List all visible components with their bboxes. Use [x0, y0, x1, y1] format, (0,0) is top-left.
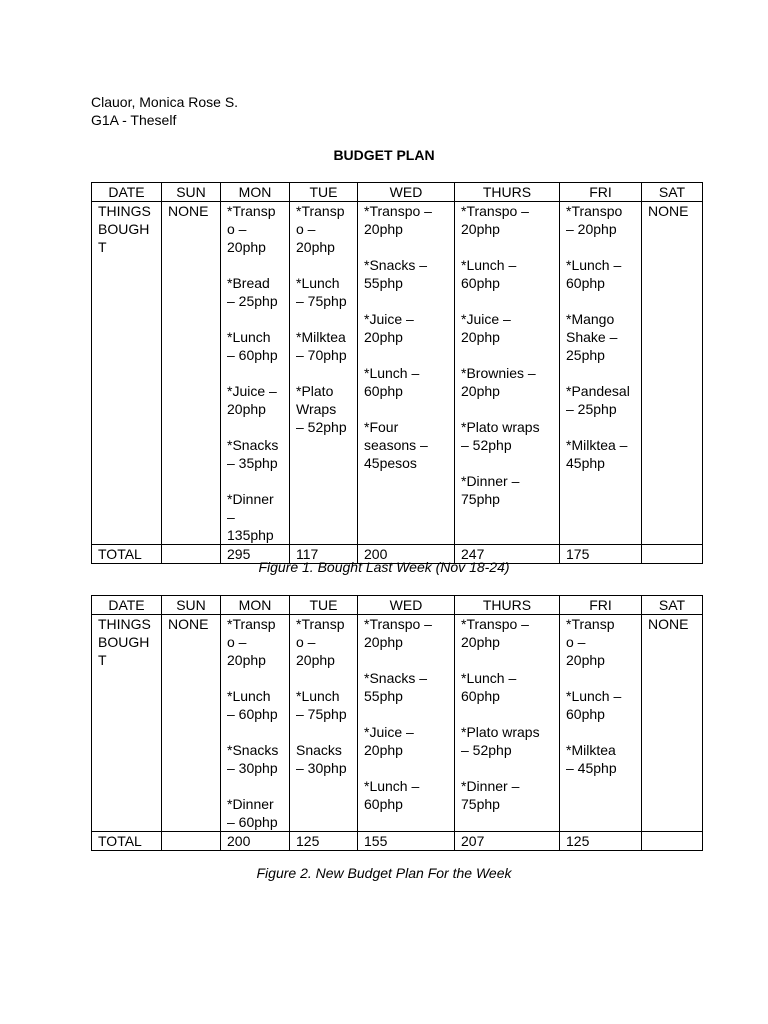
purchase-item: *Transpo – 20php: [364, 203, 432, 237]
purchase-item: *Dinner – 60php: [227, 796, 278, 830]
purchase-item: *Juice – 20php: [227, 383, 277, 417]
purchase-item: *Plato Wraps – 52php: [296, 383, 347, 435]
purchase-item: *Lunch – 60php: [227, 688, 278, 722]
purchase-item: *Transpo – 20php: [364, 616, 432, 650]
purchase-item: *Milktea – 45php: [566, 437, 628, 471]
purchase-item: *Transpo – 20php: [461, 203, 529, 237]
figure-1-caption: Figure 1. Bought Last Week (Nov 18-24): [258, 559, 510, 575]
purchase-item: *Lunch – 60php: [364, 778, 420, 812]
header-cell: TUE: [290, 596, 358, 615]
total-cell: [162, 832, 221, 851]
purchase-item: *Juice – 20php: [461, 311, 511, 345]
purchase-item: *Milktea – 70php: [296, 329, 347, 363]
purchase-item: *Lunch – 60php: [461, 670, 517, 704]
purchase-item: NONE: [168, 616, 209, 632]
total-cell: 200: [358, 545, 455, 564]
day-items-cell: [560, 615, 642, 832]
total-cell: 207: [455, 832, 560, 851]
header-cell: FRI: [560, 596, 642, 615]
author-section: G1A - Theself: [91, 112, 177, 128]
header-row: [92, 183, 703, 202]
day-items-cell: [642, 202, 703, 545]
purchase-item: *Transpo – 20php: [461, 616, 529, 650]
purchase-item: *Dinner – 75php: [461, 778, 520, 812]
purchase-item: *Four seasons – 45pesos: [364, 419, 428, 471]
purchase-item: *Dinner – 135php: [227, 491, 274, 543]
purchase-item: *Snacks – 55php: [364, 257, 428, 291]
total-cell: 175: [560, 545, 642, 564]
day-items-cell: [560, 202, 642, 545]
purchase-item: NONE: [168, 203, 209, 219]
day-items-cell: [221, 202, 290, 545]
items-row: [92, 615, 703, 832]
total-cell: 125: [560, 832, 642, 851]
purchase-item: *Transp o – 20php: [227, 203, 276, 255]
purchase-item: *Pandesal – 25php: [566, 383, 630, 417]
header-cell: THURS: [455, 183, 560, 202]
purchase-item: *Brownies – 20php: [461, 365, 536, 399]
purchase-item: *Plato wraps – 52php: [461, 724, 540, 758]
total-cell: 125: [290, 832, 358, 851]
header-cell: WED: [358, 596, 455, 615]
header-cell: SUN: [162, 183, 221, 202]
header-cell: DATE: [92, 596, 162, 615]
header-cell: DATE: [92, 183, 162, 202]
day-items-cell: [290, 615, 358, 832]
header-cell: FRI: [560, 183, 642, 202]
header-row: [92, 596, 703, 615]
header-cell: SAT: [642, 596, 703, 615]
purchase-item: *Transp o – 20php: [227, 616, 276, 668]
budget-table-last-week: [91, 182, 703, 564]
header-cell: MON: [221, 596, 290, 615]
total-row: [92, 832, 703, 851]
purchase-item: *Transp o – 20php: [296, 616, 345, 668]
purchase-item: Snacks – 30php: [296, 742, 347, 776]
day-items-cell: [455, 615, 560, 832]
total-cell: 200: [221, 832, 290, 851]
author-name: Clauor, Monica Rose S.: [91, 94, 239, 110]
header-cell: WED: [358, 183, 455, 202]
purchase-item: *Lunch – 60php: [461, 257, 517, 291]
header-cell: MON: [221, 183, 290, 202]
row-label: THINGS BOUGH T: [92, 615, 162, 832]
purchase-item: *Lunch – 60php: [566, 688, 622, 722]
items-row: [92, 202, 703, 545]
purchase-item: *Lunch – 75php: [296, 275, 347, 309]
total-cell: [642, 832, 703, 851]
figure-2-caption: Figure 2. New Budget Plan For the Week: [256, 865, 512, 881]
header-cell: SAT: [642, 183, 703, 202]
day-items-cell: [290, 202, 358, 545]
row-label: THINGS BOUGH T: [92, 202, 162, 545]
purchase-item: *Juice – 20php: [364, 724, 414, 758]
purchase-item: *Mango Shake – 25php: [566, 311, 618, 363]
purchase-item: *Snacks – 35php: [227, 437, 279, 471]
document-title: BUDGET PLAN: [333, 147, 435, 163]
day-items-cell: [358, 202, 455, 545]
purchase-item: NONE: [648, 616, 689, 632]
purchase-item: *Transp o – 20php: [566, 616, 615, 668]
total-label: TOTAL: [92, 545, 162, 564]
purchase-item: *Bread – 25php: [227, 275, 278, 309]
purchase-item: NONE: [648, 203, 689, 219]
purchase-item: *Milktea – 45php: [566, 742, 617, 776]
budget-table-new-plan: [91, 595, 703, 851]
purchase-item: *Lunch – 60php: [566, 257, 622, 291]
total-label: TOTAL: [92, 832, 162, 851]
header-cell: SUN: [162, 596, 221, 615]
total-cell: 155: [358, 832, 455, 851]
header-cell: THURS: [455, 596, 560, 615]
purchase-item: *Transp o – 20php: [296, 203, 345, 255]
purchase-item: *Snacks – 55php: [364, 670, 428, 704]
purchase-item: *Juice – 20php: [364, 311, 414, 345]
total-cell: 295: [221, 545, 290, 564]
day-items-cell: [162, 615, 221, 832]
purchase-item: *Lunch – 60php: [364, 365, 420, 399]
total-cell: 117: [290, 545, 358, 564]
day-items-cell: [162, 202, 221, 545]
purchase-item: *Plato wraps – 52php: [461, 419, 540, 453]
total-cell: 247: [455, 545, 560, 564]
purchase-item: *Transpo – 20php: [566, 203, 623, 237]
purchase-item: *Lunch – 75php: [296, 688, 347, 722]
day-items-cell: [642, 615, 703, 832]
author-block: [91, 93, 238, 129]
purchase-item: *Snacks – 30php: [227, 742, 279, 776]
day-items-cell: [358, 615, 455, 832]
day-items-cell: [221, 615, 290, 832]
purchase-item: *Dinner – 75php: [461, 473, 520, 507]
header-cell: TUE: [290, 183, 358, 202]
day-items-cell: [455, 202, 560, 545]
purchase-item: *Lunch – 60php: [227, 329, 278, 363]
